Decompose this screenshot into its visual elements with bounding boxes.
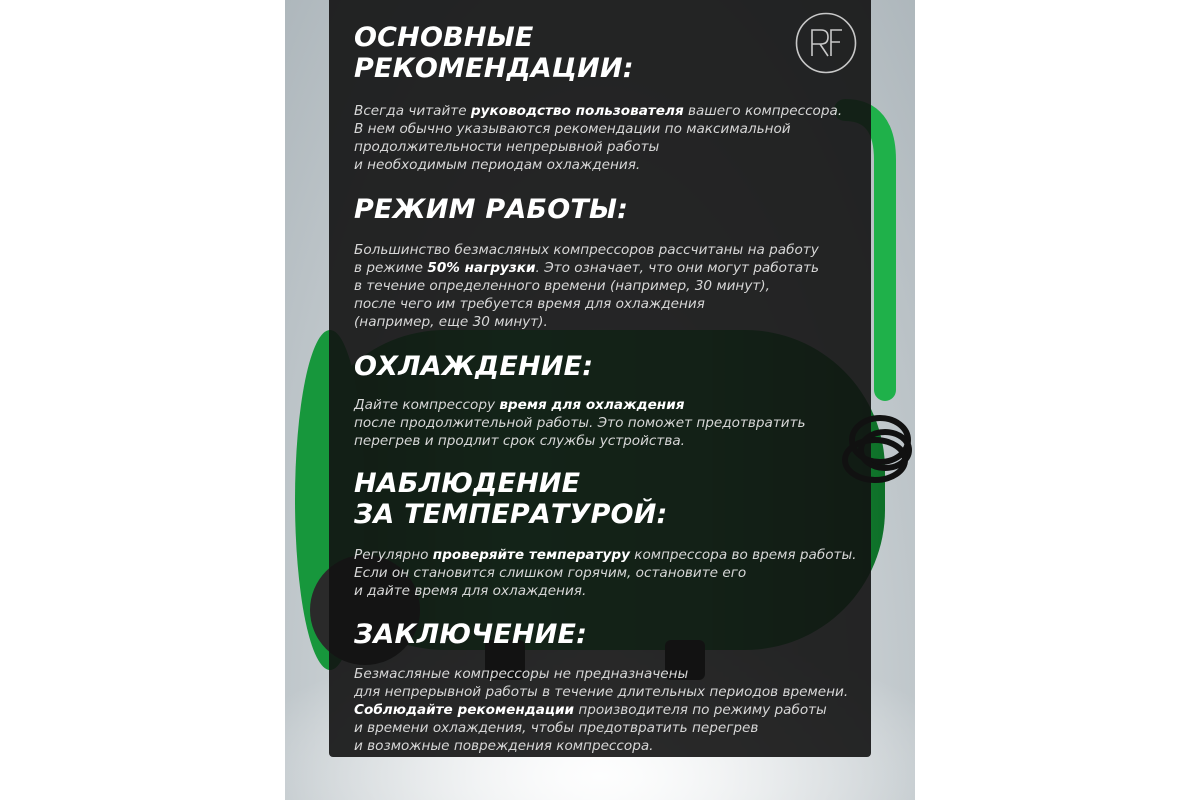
body-text: Всегда читайте [354, 103, 471, 119]
body-text: В нем обычно указываются рекомендации по максимальной [354, 121, 791, 137]
section-operating-mode [354, 194, 851, 331]
body-text: вашего компрессора. [683, 103, 843, 119]
emphasis-text: проверяйте температуру [432, 547, 630, 563]
emphasis-text: время для охлаждения [499, 397, 685, 413]
emphasis-text: Соблюдайте рекомендации [354, 702, 575, 718]
body-text: перегрев и продлит срок службы устройства. [354, 433, 685, 449]
section-cooling [354, 351, 851, 450]
body-text: Дайте компрессору [354, 397, 500, 413]
section-heading: ЗАКЛЮЧЕНИЕ: [354, 619, 588, 650]
body-line [354, 156, 851, 174]
body-line [354, 259, 851, 277]
body-text: производителя по режиму работы [574, 702, 827, 718]
body-line [354, 582, 851, 600]
body-text: Большинство безмасляных компрессоров рассчитаны на работу [354, 242, 819, 258]
body-text: для непрерывной работы в течение длительных периодов времени. [354, 684, 849, 700]
body-line [354, 241, 851, 259]
body-line [354, 683, 851, 701]
section-main-recommendations [354, 22, 851, 174]
body-line [354, 120, 851, 138]
body-text: и дайте время для охлаждения. [354, 583, 587, 599]
body-text: в режиме [354, 260, 428, 276]
body-line [354, 414, 851, 432]
body-line [354, 396, 851, 414]
body-line [354, 138, 851, 156]
body-text: . Это означает, что они могут работать [535, 260, 820, 276]
body-line [354, 719, 851, 737]
body-text: Если он становится слишком горячим, остановите его [354, 565, 747, 581]
sections-container [354, 22, 857, 755]
body-line [354, 295, 851, 313]
body-line [354, 665, 851, 683]
body-line [354, 432, 851, 450]
body-text: (например, еще 30 минут). [354, 314, 548, 330]
body-line [354, 102, 851, 120]
body-text: продолжительности непрерывной работы [354, 139, 660, 155]
body-text: и времени охлаждения, чтобы предотвратить перегрев [354, 720, 759, 736]
body-text: Регулярно [354, 547, 433, 563]
rf-logo-icon [795, 12, 857, 74]
section-heading: ОХЛАЖДЕНИЕ: [354, 351, 594, 382]
info-card [329, 0, 871, 757]
body-line [354, 564, 851, 582]
body-text: Безмасляные компрессоры не предназначены [354, 666, 689, 682]
body-text: и необходимым периодам охлаждения. [354, 157, 641, 173]
body-line [354, 701, 851, 719]
body-line [354, 546, 857, 564]
section-body [354, 665, 851, 755]
body-text: компрессора во время работы. [629, 547, 857, 563]
section-body [354, 546, 857, 600]
section-heading: РЕЖИМ РАБОТЫ: [354, 194, 629, 225]
section-body [354, 396, 851, 450]
body-text: в течение определенного времени (например, 30 минут), [354, 278, 770, 294]
section-body [354, 241, 851, 331]
section-conclusion [354, 619, 851, 755]
body-text: после продолжительной работы. Это поможет предотвратить [354, 415, 806, 431]
body-text: и возможные повреждения компрессора. [354, 738, 654, 754]
body-line [354, 737, 851, 755]
body-text: после чего им требуется время для охлаждения [354, 296, 705, 312]
body-line [354, 277, 851, 295]
section-heading: НАБЛЮДЕНИЕ ЗА ТЕМПЕРАТУРОЙ: [354, 468, 668, 530]
section-heading: ОСНОВНЫЕ РЕКОМЕНДАЦИИ: [354, 22, 634, 84]
emphasis-text: 50% нагрузки [427, 260, 536, 276]
body-line [354, 313, 851, 331]
section-body [354, 102, 851, 174]
emphasis-text: руководство пользователя [470, 103, 684, 119]
section-temperature-monitoring [354, 468, 857, 600]
